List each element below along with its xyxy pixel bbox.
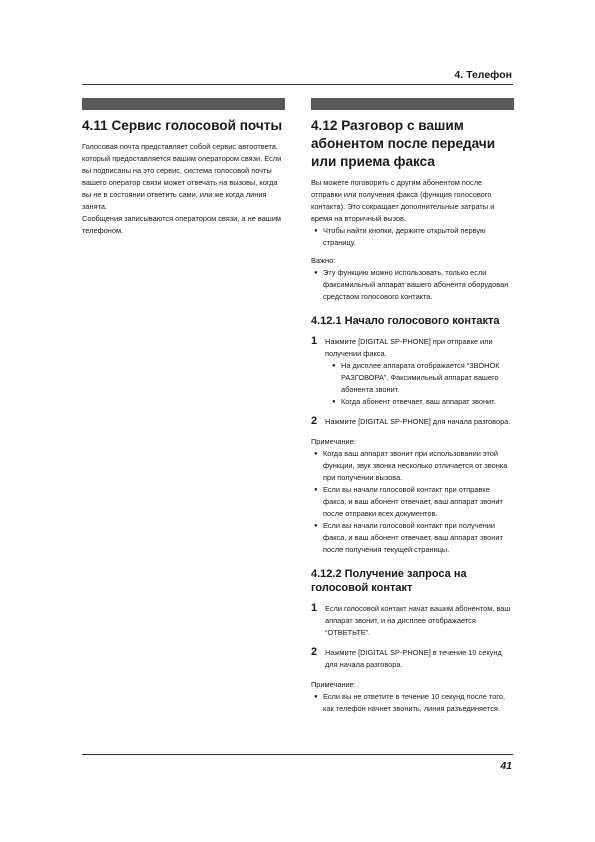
important-bullets: [311, 267, 514, 303]
step: [311, 336, 514, 408]
intro-paragraph: Вы можете поговорить с другим абонентом после отправки или получения факса (функция голосового контакта). Это сокращает дополнительные затраты и время на вторичный вызов.: [311, 178, 495, 223]
step-text: Нажмите [DIGITAL SP-PHONE] в течение 10 секунд для начала разговора.: [325, 648, 502, 669]
section-bar: [311, 98, 514, 110]
subsection-title-4-12-2: 4.12.2 Получение запроса на голосовой контакт: [311, 568, 467, 594]
paragraph: Сообщения записываются оператором связи, а не вашим телефоном.: [82, 214, 281, 235]
step-number: 1: [311, 335, 318, 347]
header-rule: [82, 84, 513, 85]
note-bullets: [311, 448, 514, 556]
paragraph: Голосовая почта представляет собой сервис автоответа, который предоставляется вашим оператором связи. Если вы подписаны на это сервис, система голосовой почты вашего оператор связи может отвечать на вызовы, когда вы не в состоянии ответить сами, или же когда линия занята.: [82, 142, 282, 211]
step: [311, 416, 514, 428]
note-label: Примечание:: [311, 680, 356, 689]
section-title-4-12: 4.12 Разговор с вашим абонентом после передачи или приема факса: [311, 118, 496, 169]
list-item: ● Когда ваш аппарат звонит при использовании этой функции, звук звонка несколько отличается от звонка при получении вызова.: [311, 448, 514, 484]
intro-bullets: [311, 225, 514, 249]
important-label: Важно:: [311, 256, 336, 265]
subsection-title-4-12-1: 4.12.1 Начало голосового контакта: [311, 315, 500, 327]
list-item: ● На дисплее аппарата отображается “ЗВОНОК РАЗГОВОРА”. Факсимильный аппарат вашего абонента звонит.: [329, 360, 514, 396]
step: [311, 647, 514, 671]
step: [311, 603, 514, 639]
step-text: Нажмите [DIGITAL SP-PHONE] для начала разговора.: [325, 417, 511, 426]
step-number: 1: [311, 602, 318, 614]
chapter-title: 4. Телефон: [454, 69, 512, 81]
list-item: ● Чтобы найти кнопки, держите открытой первую страницу.: [311, 225, 514, 249]
right-column: [311, 98, 514, 715]
section-bar: [82, 98, 285, 110]
list-item: ● Если вы начали голосовой контакт при отправке факса, и ваш абонент отвечает, ваш аппарат звонит после отправки всех документов.: [311, 484, 514, 520]
page-number: 41: [500, 760, 512, 772]
note-bullets: [311, 691, 514, 715]
step-text: Нажмите [DIGITAL SP-PHONE] при отправке или получении факса.: [325, 337, 493, 358]
left-column: [82, 98, 285, 237]
section-title-4-11: 4.11 Сервис голосовой почты: [82, 118, 283, 133]
list-item: ● Если вы не ответите в течение 10 секунд после того, как телефон начнет звонить, линия разъединяется.: [311, 691, 514, 715]
list-item: ● Эту функцию можно использовать, только если факсимильный аппарат вашего абонента оборудован средством голосового контакта.: [311, 267, 514, 303]
note-label: Примечание:: [311, 437, 356, 446]
step-number: 2: [311, 415, 318, 427]
step-bullets: [329, 360, 514, 408]
step-number: 2: [311, 646, 318, 658]
step-text: Если голосовой контакт начат вашим абонентом, ваш аппарат звонит, и на дисплее отображается “ОТВЕТЬТЕ”.: [325, 604, 511, 637]
footer-rule: [82, 754, 513, 755]
list-item: ● Когда абонент отвечает, ваш аппарат звонит.: [329, 396, 514, 408]
list-item: ● Если вы начали голосовой контакт при получении факса, и ваш абонент отвечает, ваш аппарат звонит после получения текущей страницы.: [311, 520, 514, 556]
